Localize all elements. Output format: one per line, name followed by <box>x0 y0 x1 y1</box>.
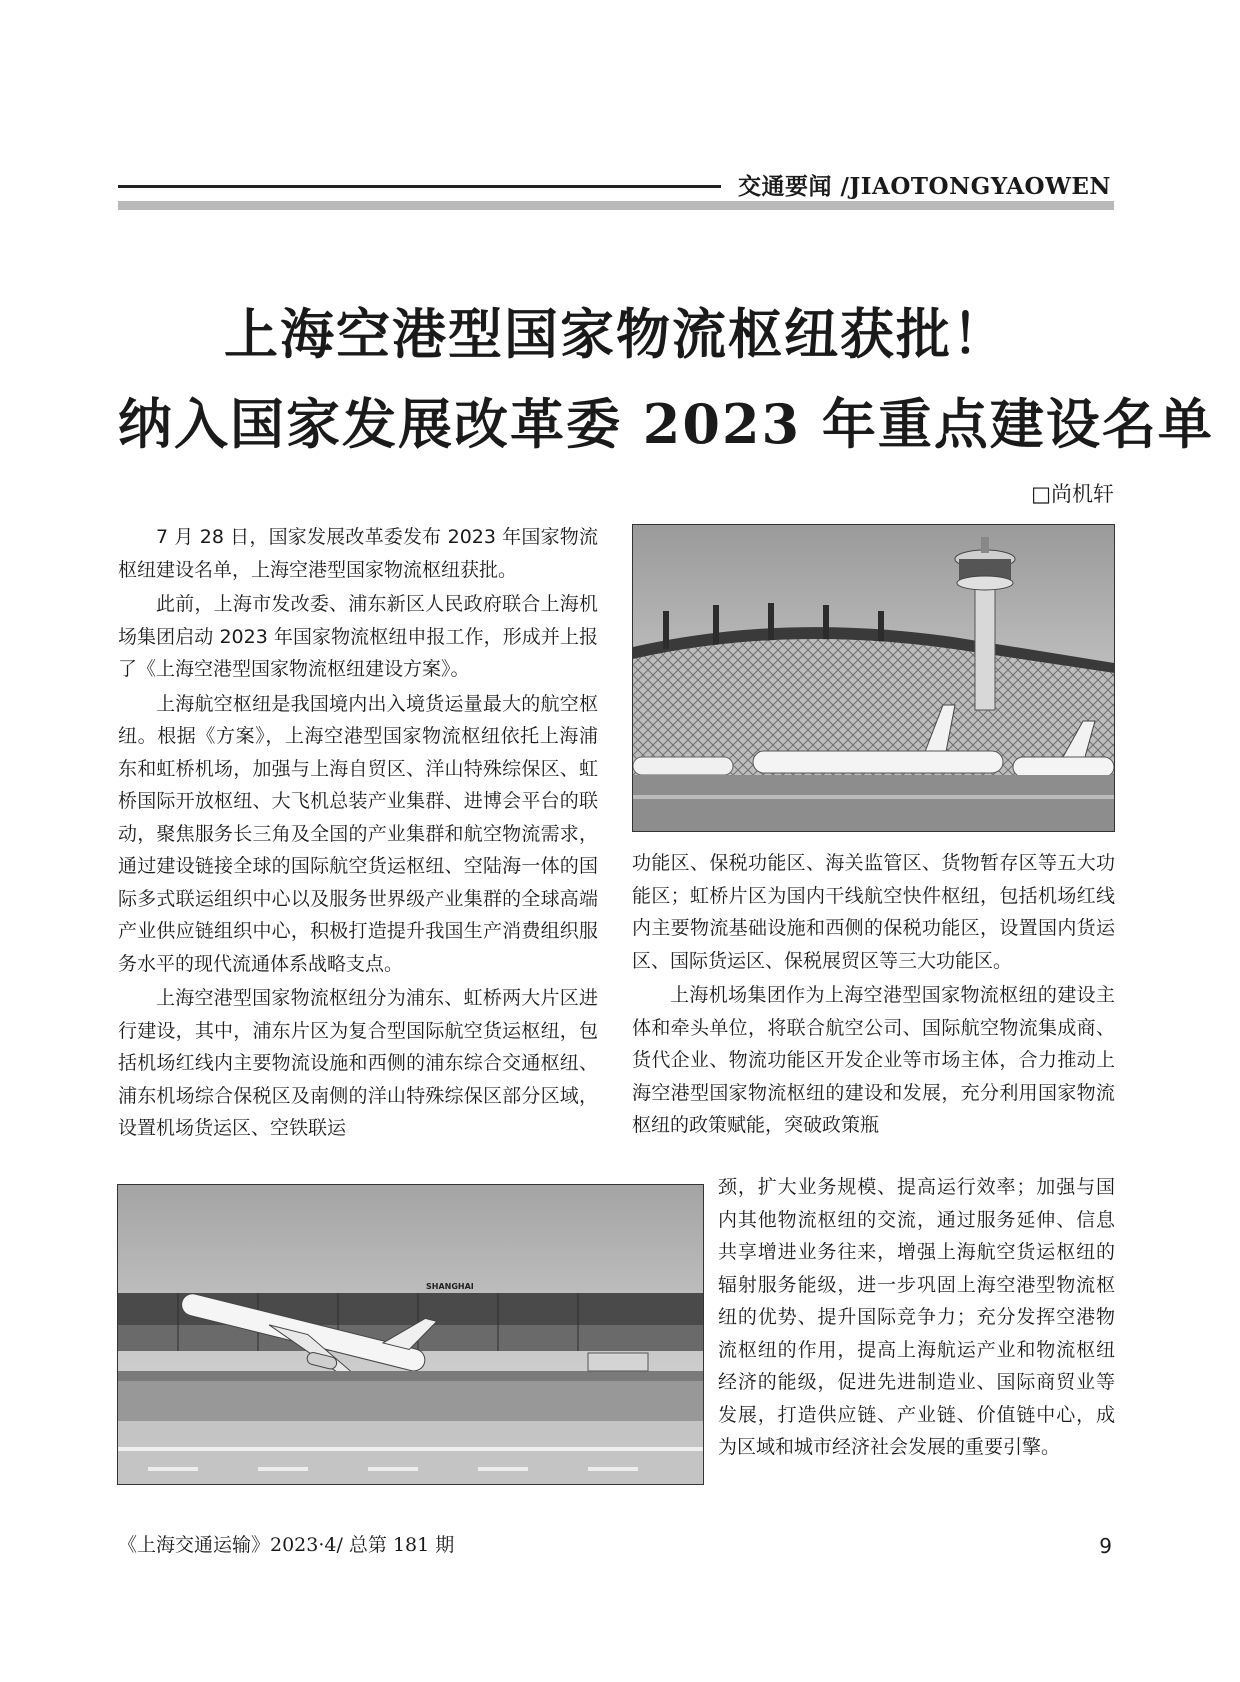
page-number: 9 <box>1099 1534 1112 1558</box>
paragraph: 功能区、保税功能区、海关监管区、货物暂存区等五大功能区；虹桥片区为国内干线航空快件枢纽，包括机场红线内主要物流基础设施和西侧的保税功能区，设置国内货运区、国际货运区、保税展贸区等三大功能区。 <box>632 852 1115 972</box>
article-title-line1: 上海空港型国家物流枢纽获批！ <box>224 302 1008 366</box>
header-band <box>118 201 1114 210</box>
photo-airport-tower <box>632 524 1115 832</box>
paragraph: 此前，上海市发改委、浦东新区人民政府联合上海机场集团启动 2023 年国家物流枢纽申报工作，形成并上报了《上海空港型国家物流枢纽建设方案》。 <box>118 593 598 680</box>
byline: □尚机轩 <box>1031 482 1114 506</box>
paragraph: 7 月 28 日，国家发展改革委发布 2023 年国家物流枢纽建设名单，上海空港型国家物流枢纽获批。 <box>118 526 598 581</box>
terminal-sign: SHANGHAI <box>426 1282 474 1291</box>
section-label: 交通要闻 /JIAOTONGYAOWEN <box>738 173 1111 200</box>
paragraph: 上海航空枢纽是我国境内出入境货运量最大的航空枢纽。根据《方案》，上海空港型国家物流枢纽依托上海浦东和虹桥机场，加强与上海自贸区、洋山特殊综保区、虹桥国际开放枢纽、大飞机总装产业集群、进博会平台的联动，聚焦服务长三角及全国的产业集群和航空物流需求，通过建设链接全球的国际航空货运枢纽、空陆海一体的国际多式联运组织中心以及服务世界级产业集群的全球高端产业供应链组织中心，积极打造提升我国生产消费组织服务水平的现代流通体系战略支点。 <box>118 692 598 975</box>
photo-plane-takeoff <box>117 1184 704 1485</box>
right-column-narrow <box>718 1171 1115 1466</box>
paragraph: 上海空港型国家物流枢纽分为浦东、虹桥两大片区进行建设，其中，浦东片区为复合型国际航空货运枢纽，包括机场红线内主要物流设施和西侧的浦东综合交通枢纽、浦东机场综合保税区及南侧的洋山特殊综保区部分区域，设置机场货运区、空铁联运 <box>118 987 598 1139</box>
journal-info: 《上海交通运输》2023·4/ 总第 181 期 <box>118 1534 455 1556</box>
paragraph: 上海机场集团作为上海空港型国家物流枢纽的建设主体和牵头单位，将联合航空公司、国际航空物流集成商、货代企业、物流功能区开发企业等市场主体，合力推动上海空港型国家物流枢纽的建设和发展，充分利用国家物流枢纽的政策赋能，突破政策瓶 <box>632 984 1115 1136</box>
article-title-line2: 纳入国家发展改革委 2023 年重点建设名单 <box>118 392 1214 456</box>
right-column <box>632 847 1115 1144</box>
left-column <box>118 521 598 1147</box>
paragraph: 颈，扩大业务规模、提高运行效率；加强与国内其他物流枢纽的交流，通过服务延伸、信息共享增进业务往来，增强上海航空货运枢纽的辐射服务能级，进一步巩固上海空港型物流枢纽的优势、提升国际竞争力；充分发挥空港物流枢纽的作用，提高上海航运产业和物流枢纽经济的能级，促进先进制造业、国际商贸业等发展，打造供应链、产业链、价值链中心，成为区域和城市经济社会发展的重要引擎。 <box>718 1176 1115 1458</box>
header-rule <box>118 185 721 188</box>
